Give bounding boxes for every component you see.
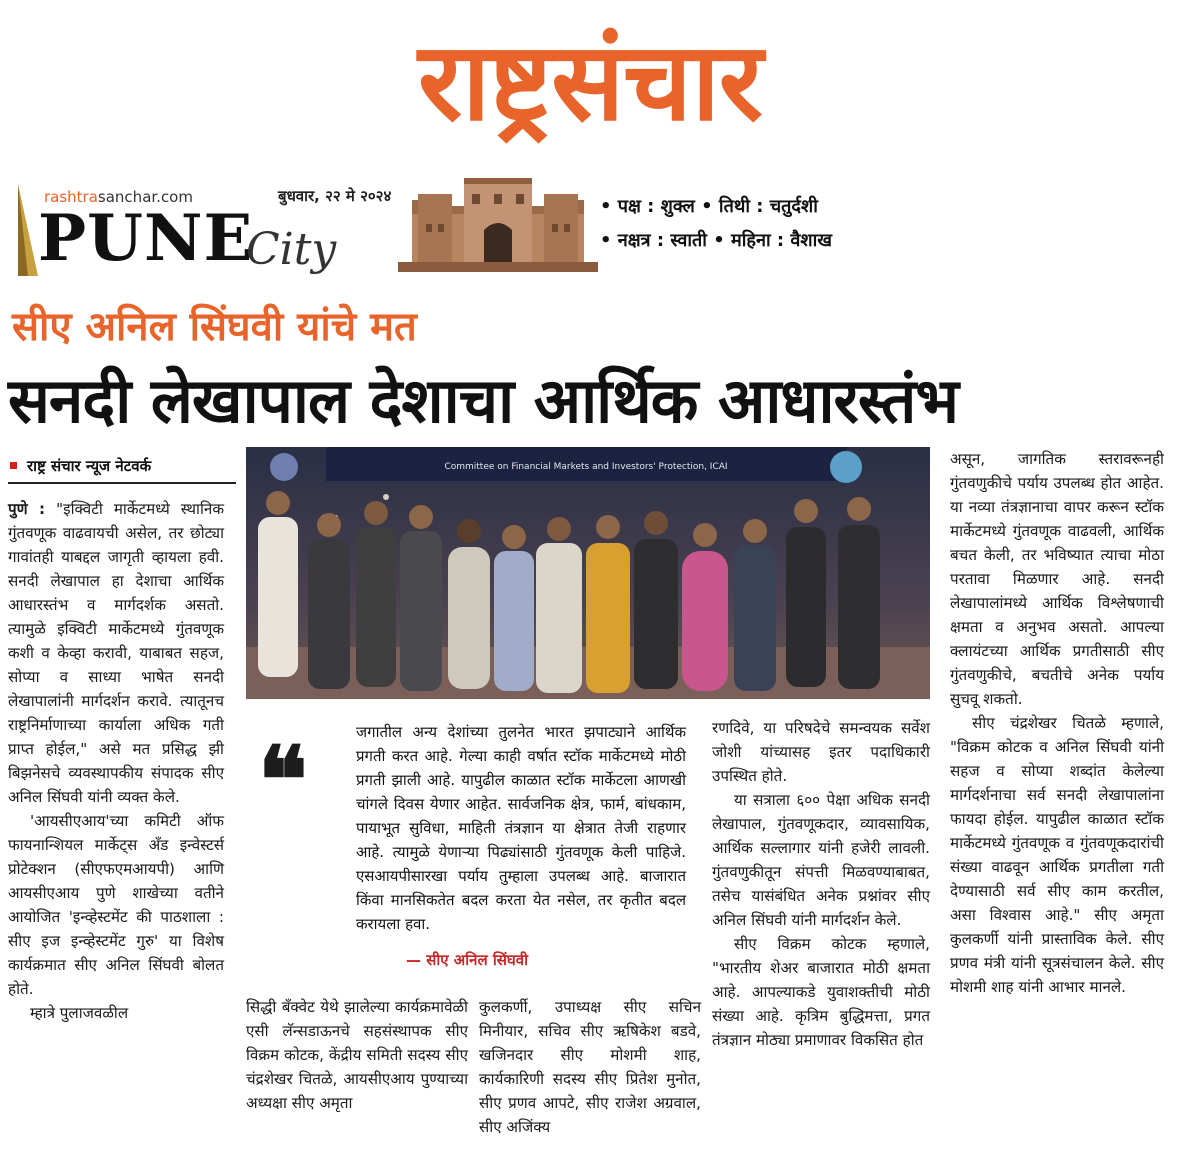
event-photo xyxy=(246,447,930,699)
pen-nib-icon xyxy=(14,184,40,276)
panchang-row-1: • पक्ष : शुक्ल • तिथी : चतुर्दशी xyxy=(600,196,818,217)
paragraph: 'आयसीएआय'च्या कमिटी ऑफ फायनान्शियल मार्केट्स अँड इन्वेस्टर्स प्रोटेक्शन (सीएफएमआयपी) आणि आयसीएआय पुणे शाखेच्या वतीने आयोजित 'इन्व्हेस्टमेंट की पाठशाला : सीए इज इन्व्हेस्टमेंट गुरु' या विशेष कार्यक्रमात सीए अनिल सिंघवी बोलत होते. xyxy=(8,812,224,998)
paragraph: सीए विक्रम कोटक म्हणाले, "भारतीय शेअर बाजारात मोठी क्षमता आहे. आपल्याकडे युवाशक्तीची मोठी संख्या आहे. कृत्रिम बुद्धिमत्ता, प्रगत तंत्रज्ञान मोठ्या प्रमाणावर विकसित होत xyxy=(712,935,930,1049)
article-column-1 xyxy=(8,497,224,1025)
red-square-icon xyxy=(10,462,17,469)
site-url: rashtrasanchar.com xyxy=(44,188,193,206)
quote-signature: — सीए अनिल सिंघवी xyxy=(406,951,528,969)
paragraph: सिद्धी बँक्वेट येथे झालेल्या कार्यक्रमावेळी एसी लॅन्सडाऊनचे सहसंस्थापक सीए विक्रम कोटक, केंद्रीय समिती सदस्य सीए चंद्रशेखर चितळे, आयसीएआय पुण्याच्या अध्यक्षा सीए अमृता xyxy=(246,998,468,1112)
paragraph: असून, जागतिक स्तरावरूनही गुंतवणुकीचे पर्याय उपलब्ध होत आहेत. या नव्या तंत्रज्ञानाचा वापर करून स्टॉक मार्केटमध्ये गुंतवणूक वाढवली, आर्थिक बचत केली, तर भविष्यात त्याचा मोठा परतावा मिळणार आहे. सनदी लेखापालांमध्ये आर्थिक विश्लेषणाची क्षमता व अनुभव असतो. आपल्या क्लायंटच्या आर्थिक प्रगतीसाठी सीए गुंतवणुकीचे, बचतीचे अनेक पर्याय सुचवू शकतो. xyxy=(950,450,1164,708)
fort-illustration-icon xyxy=(398,176,598,272)
paragraph: सीए चंद्रशेखर चितळे म्हणाले, "विक्रम कोटक व अनिल सिंघवी यांनी सहज व सोप्या शब्दांत केलेल्या मार्गदर्शनाचा सर्व सनदी लेखापालांना फायदा होईल. यापुढील काळात स्टॉक मार्केटमध्ये गुंतवणूक व गुंतवणूकदारांची संख्या वाढवून आर्थिक प्रगतीला गती देण्यासाठी सर्व सीए काम करतील, असा विश्वास आहे." सीए अमृता कुलकर्णी यांनी प्रास्ताविक केले. सीए प्रणव मंत्री यांनी सूत्रसंचालन केले. सीए मोशमी शाह यांनी आभार मानले. xyxy=(950,714,1164,996)
main-headline: सनदी लेखापाल देशाचा आर्थिक आधारस्तंभ xyxy=(8,364,958,437)
paragraph: रणदिवे, या परिषदेचे समन्वयक सर्वेश जोशी यांच्यासह इतर पदाधिकारी उपस्थित होते. xyxy=(712,719,930,785)
quote-text xyxy=(266,720,686,936)
pull-quote xyxy=(246,716,688,981)
issue-date: बुधवार, २२ मे २०२४ xyxy=(278,187,392,205)
edition-city: City xyxy=(246,224,337,275)
article-column-5 xyxy=(950,447,1164,999)
paragraph: म्हात्रे पुलाजवळील xyxy=(30,1004,129,1022)
kicker-headline: सीए अनिल सिंघवी यांचे मत xyxy=(12,304,417,350)
paragraph: पुणे : "इक्विटी मार्केटमध्ये स्थानिक गुंतवणूक वाढवायची असेल, तर छोट्या गावांतही याबद्दल जागृती व्हायला हवी. सनदी लेखापाल हा देशाचा आर्थिक आधारस्तंभ व मार्गदर्शक असतो. त्यामुळे इक्विटी मार्केटमध्ये गुंतवणूक कशी व केव्हा करावी, याबाबत सहज, सोप्या व साध्या भाषेत सनदी लेखापालांनी मार्गदर्शन करावे. त्यातूनच राष्ट्रनिर्माणाच्या कार्याला अधिक गती प्राप्त होईल," असे मत प्रसिद्ध झी बिझनेसचे व्यवस्थापकीय संपादक सीए अनिल सिंघवी यांनी व्यक्त केले. xyxy=(8,500,225,806)
article-column-4 xyxy=(712,716,930,1052)
newspaper-logo: राष्ट्रसंचार xyxy=(418,20,762,145)
panchang-info xyxy=(600,190,1040,258)
article-column-3 xyxy=(479,995,701,1139)
dateline: पुणे : xyxy=(8,500,46,518)
paragraph: कुलकर्णी, उपाध्यक्ष सीए सचिन मिनीयार, सचिव सीए ऋषिकेश बडवे, खजिनदार सीए मोशमी शाह, कार्यकारिणी सदस्य सीए प्रितेश मुनोत, सीए प्रणव आपटे, सीए राजेश अग्रवाल, सीए अजिंक्य xyxy=(479,998,701,1136)
quote-mark-icon: ❝ xyxy=(258,726,308,834)
article-column-2 xyxy=(246,995,468,1115)
edition-pune: PUNE xyxy=(38,201,254,276)
panchang-row-2: • नक्षत्र : स्वाती • महिना : वैशाख xyxy=(600,230,832,251)
byline: राष्ट्र संचार न्यूज नेटवर्क xyxy=(8,456,236,484)
masthead xyxy=(0,0,1180,175)
paragraph: या सत्राला ६०० पेक्षा अधिक सनदी लेखापाल, गुंतवणूकदार, व्यावसायिक, आर्थिक सल्लागार यांनी हजेरी लावली. गुंतवणुकीतून संपत्ती मिळवण्याबाबत, तसेच यासंबंधित अनेक प्रश्नांवर सीए अनिल सिंघवी यांनी मार्गदर्शन केले. xyxy=(712,791,930,929)
quote-body: जगातील अन्य देशांच्या तुलनेत भारत झपाट्याने आर्थिक प्रगती करत आहे. गेल्या काही वर्षात स्टॉक मार्केटमध्ये मोठी प्रगती झाली आहे. यापुढील काळात स्टॉक मार्केटला आणखी चांगले दिवस येणार आहेत. सार्वजनिक क्षेत्र, फार्म, बांधकाम, पायाभूत सुविधा, माहिती तंत्रज्ञान या क्षेत्रात तेजी राहणार आहे. त्यामुळे येणाऱ्या पिढ्यांसाठी गुंतवणूक केली पाहिजे. एसआयपीसारखा पर्याय तुम्हाला उपलब्ध आहे. बाजारात किंवा मानसिकतेत बदल करता येत नसेल, तर कृतीत बदल करायला हवा. xyxy=(356,723,686,933)
photo-banner-text: Committee on Financial Markets and Investors' Protection, ICAI xyxy=(444,462,728,472)
